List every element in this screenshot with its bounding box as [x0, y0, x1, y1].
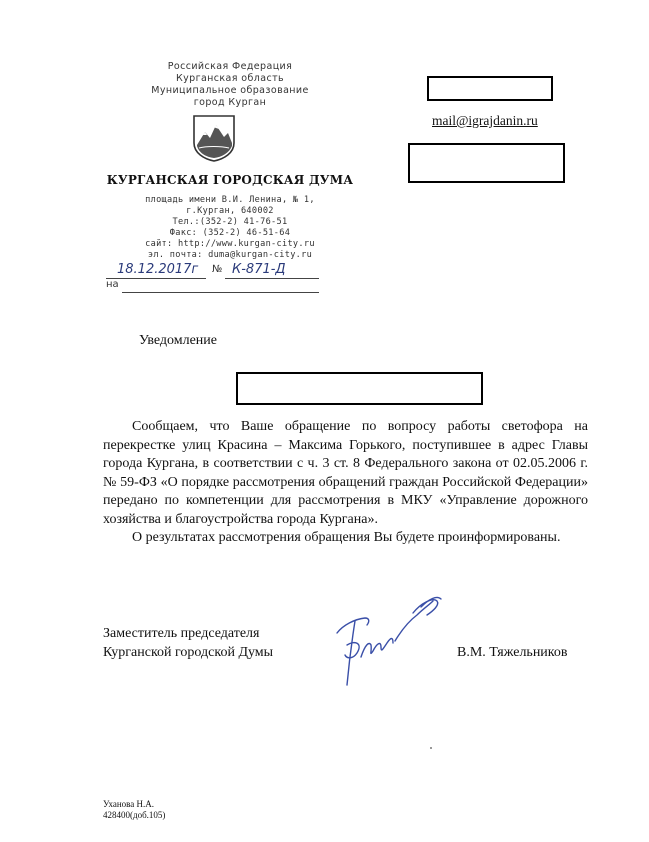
signer-name: В.М. Тяжельников [457, 645, 568, 660]
na-label: на [106, 279, 119, 290]
notice-title: Уведомление [139, 333, 218, 348]
contact-email: эл. почта: duma@kurgan-city.ru [147, 250, 313, 260]
number-sign: № [212, 264, 223, 275]
handwritten-number: К-871-Д [232, 262, 286, 277]
header-line-city: город Курган [193, 97, 267, 108]
number-underline [225, 278, 319, 279]
na-underline [122, 292, 319, 293]
body-paragraph-1: Сообщаем, что Ваше обращение по вопросу работы светофора на перекрестке улиц Красина – Максима Горького, поступившее в адрес Главы города Кургана, в соответствии с ч. 3 ст. 8 Федерального закона от 02.05.2006 г. № 59-ФЗ «О порядке рассмотрения обращений граждан Российской Федерации» передано по компетенции для рассмотрения в МКУ «Управление дорожного хозяйства и благоустройства города Кургана». [103, 419, 588, 527]
scan-dot [430, 747, 432, 749]
date-underline [106, 278, 206, 279]
header-line-municipality: Муниципальное образование [151, 85, 309, 96]
signer-title-line-2: Курганской городской Думы [103, 645, 274, 660]
redacted-recipient-address [408, 143, 565, 183]
letter-body [103, 418, 588, 548]
header-line-region: Курганская область [175, 73, 285, 84]
redacted-salutation [236, 372, 483, 405]
contact-phone: Тел.:(352-2) 41-76-51 [172, 217, 288, 227]
executor-phone: 428400(доб.105) [103, 810, 166, 820]
header-line-country: Российская Федерация [167, 61, 293, 72]
contact-address: площадь имени В.И. Ленина, № 1, [145, 195, 315, 205]
contact-city: г.Курган, 640002 [186, 206, 274, 216]
recipient-email-link[interactable]: mail@igrajdanin.ru [432, 113, 538, 128]
handwritten-signature [325, 585, 450, 695]
handwritten-date: 18.12.2017г [117, 262, 199, 277]
signer-title-line-1: Заместитель председателя [103, 626, 260, 641]
coat-of-arms-emblem [191, 113, 237, 163]
org-name: КУРГАНСКАЯ ГОРОДСКАЯ ДУМА [106, 173, 354, 187]
contact-fax: Факс: (352-2) 46-51-64 [169, 228, 291, 238]
body-paragraph-2: О результатах рассмотрения обращения Вы будете проинформированы. [132, 530, 561, 545]
executor-name: Уханова Н.А. [103, 799, 155, 809]
contact-website: сайт: http://www.kurgan-city.ru [145, 239, 315, 249]
redacted-recipient-name [427, 76, 553, 101]
